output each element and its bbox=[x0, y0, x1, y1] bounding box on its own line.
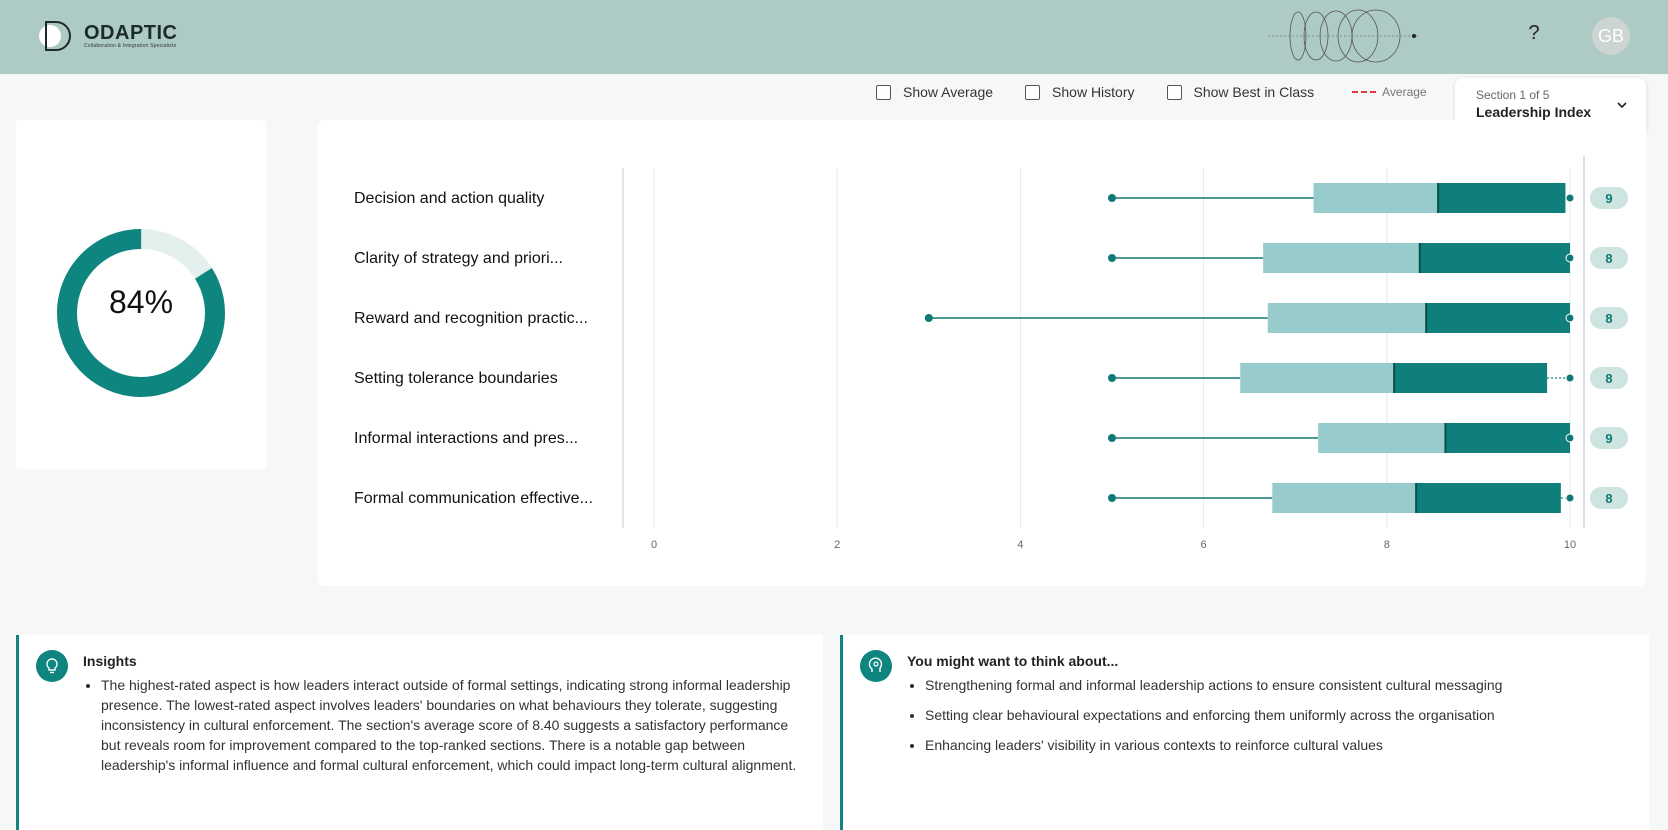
decorative-circles-icon bbox=[1268, 8, 1418, 64]
upper-range-bar bbox=[1426, 303, 1570, 333]
average-legend bbox=[1352, 85, 1426, 99]
category-label: Reward and recognition practic... bbox=[354, 310, 588, 327]
x-tick-label: 2 bbox=[834, 539, 841, 551]
show-best-in-class-checkbox[interactable] bbox=[1167, 85, 1182, 100]
gauge-percentage: 84% bbox=[108, 284, 174, 320]
lower-range-bar bbox=[1240, 363, 1394, 393]
upper-range-bar bbox=[1420, 243, 1570, 273]
show-average-checkbox[interactable] bbox=[876, 85, 891, 100]
category-label: Informal interactions and pres... bbox=[354, 430, 579, 447]
think-about-item: • Setting clear behavioural expectations and enforcing them uniformly across the organisation bbox=[925, 705, 1645, 725]
max-point bbox=[1566, 434, 1574, 442]
show-average-label: Show Average bbox=[903, 84, 994, 100]
logo-subtitle: Collaboration & Integration Specialists bbox=[84, 43, 177, 49]
section-name: Leadership Index bbox=[1476, 104, 1592, 120]
show-average-toggle[interactable] bbox=[876, 84, 993, 100]
category-label: Decision and action quality bbox=[354, 190, 545, 207]
show-best-in-class-label: Show Best in Class bbox=[1193, 84, 1315, 100]
average-dash-icon bbox=[1352, 91, 1376, 93]
score-badge-value: 8 bbox=[1605, 491, 1613, 506]
min-point bbox=[925, 314, 933, 322]
x-tick-label: 4 bbox=[1017, 539, 1024, 551]
x-tick-label: 10 bbox=[1563, 539, 1577, 551]
logo-title: ODAPTIC bbox=[84, 22, 178, 44]
max-point bbox=[1566, 494, 1574, 502]
lightbulb-icon bbox=[36, 650, 68, 682]
x-tick-label: 6 bbox=[1200, 539, 1207, 551]
lower-range-bar bbox=[1318, 423, 1445, 453]
user-avatar[interactable]: GB bbox=[1592, 17, 1630, 55]
think-about-card bbox=[840, 635, 1649, 830]
score-chart-card bbox=[318, 120, 1646, 586]
x-tick-label: 0 bbox=[650, 539, 658, 551]
average-legend-label: Average bbox=[1382, 85, 1427, 99]
odaptic-logo[interactable] bbox=[36, 18, 178, 54]
min-point bbox=[1108, 374, 1116, 382]
max-point bbox=[1566, 254, 1574, 262]
insights-card bbox=[16, 635, 823, 830]
think-about-item: • Strengthening formal and informal leadership actions to ensure consistent cultural messaging bbox=[925, 675, 1645, 695]
section-position: Section 1 of 5 bbox=[1476, 88, 1550, 102]
think-about-title: You might want to think about... bbox=[907, 653, 1119, 669]
max-point bbox=[1566, 314, 1574, 322]
upper-range-bar bbox=[1445, 423, 1570, 453]
score-badge-value: 8 bbox=[1605, 371, 1613, 386]
insights-title: Insights bbox=[83, 653, 137, 669]
insight-item: • The highest-rated aspect is how leaders interact outside of formal settings, indicating strong informal leadership presence. The lowest-rated aspect involves leaders' boundaries on what behaviours they tolerate, suggesting inconsistency in cultural enforcement. The section's average score of 8.40 suggests a satisfactory performance but reveals room for improvement compared to the top-ranked sections. There is a notable gap between leadership's informal influence and formal cultural enforcement, which could impact long-term cultural alignment. bbox=[101, 675, 801, 775]
min-point bbox=[1108, 254, 1116, 262]
category-label: Setting tolerance boundaries bbox=[354, 370, 558, 387]
help-button[interactable]: ? bbox=[1528, 22, 1540, 44]
max-point bbox=[1566, 374, 1574, 382]
upper-range-bar bbox=[1394, 363, 1547, 393]
max-point bbox=[1566, 194, 1574, 202]
chart-toggles bbox=[876, 84, 1427, 100]
score-gauge-card bbox=[16, 120, 266, 469]
logo-mark-icon bbox=[36, 19, 76, 53]
x-tick-label: 8 bbox=[1383, 539, 1390, 551]
score-badge-value: 9 bbox=[1605, 431, 1613, 446]
lower-range-bar bbox=[1272, 483, 1416, 513]
score-badge-value: 8 bbox=[1605, 251, 1613, 266]
lower-range-bar bbox=[1268, 303, 1426, 333]
show-best-in-class-toggle[interactable] bbox=[1167, 84, 1315, 100]
show-history-label: Show History bbox=[1052, 84, 1135, 100]
lower-range-bar bbox=[1263, 243, 1420, 273]
chevron-down-icon bbox=[1616, 98, 1628, 116]
score-range-chart bbox=[318, 120, 1646, 586]
upper-range-bar bbox=[1416, 483, 1561, 513]
score-badge-value: 9 bbox=[1605, 191, 1613, 206]
min-point bbox=[1108, 194, 1116, 202]
lower-range-bar bbox=[1314, 183, 1439, 213]
show-history-toggle[interactable] bbox=[1025, 84, 1134, 100]
upper-range-bar bbox=[1438, 183, 1565, 213]
score-badge-value: 8 bbox=[1605, 311, 1613, 326]
top-bar bbox=[0, 0, 1668, 74]
show-history-checkbox[interactable] bbox=[1025, 85, 1040, 100]
head-gear-icon bbox=[860, 650, 892, 682]
think-about-item: • Enhancing leaders' visibility in various contexts to reinforce cultural values bbox=[925, 735, 1645, 755]
min-point bbox=[1108, 434, 1116, 442]
category-label: Clarity of strategy and priori... bbox=[354, 250, 563, 267]
category-label: Formal communication effective... bbox=[354, 490, 593, 507]
min-point bbox=[1108, 494, 1116, 502]
